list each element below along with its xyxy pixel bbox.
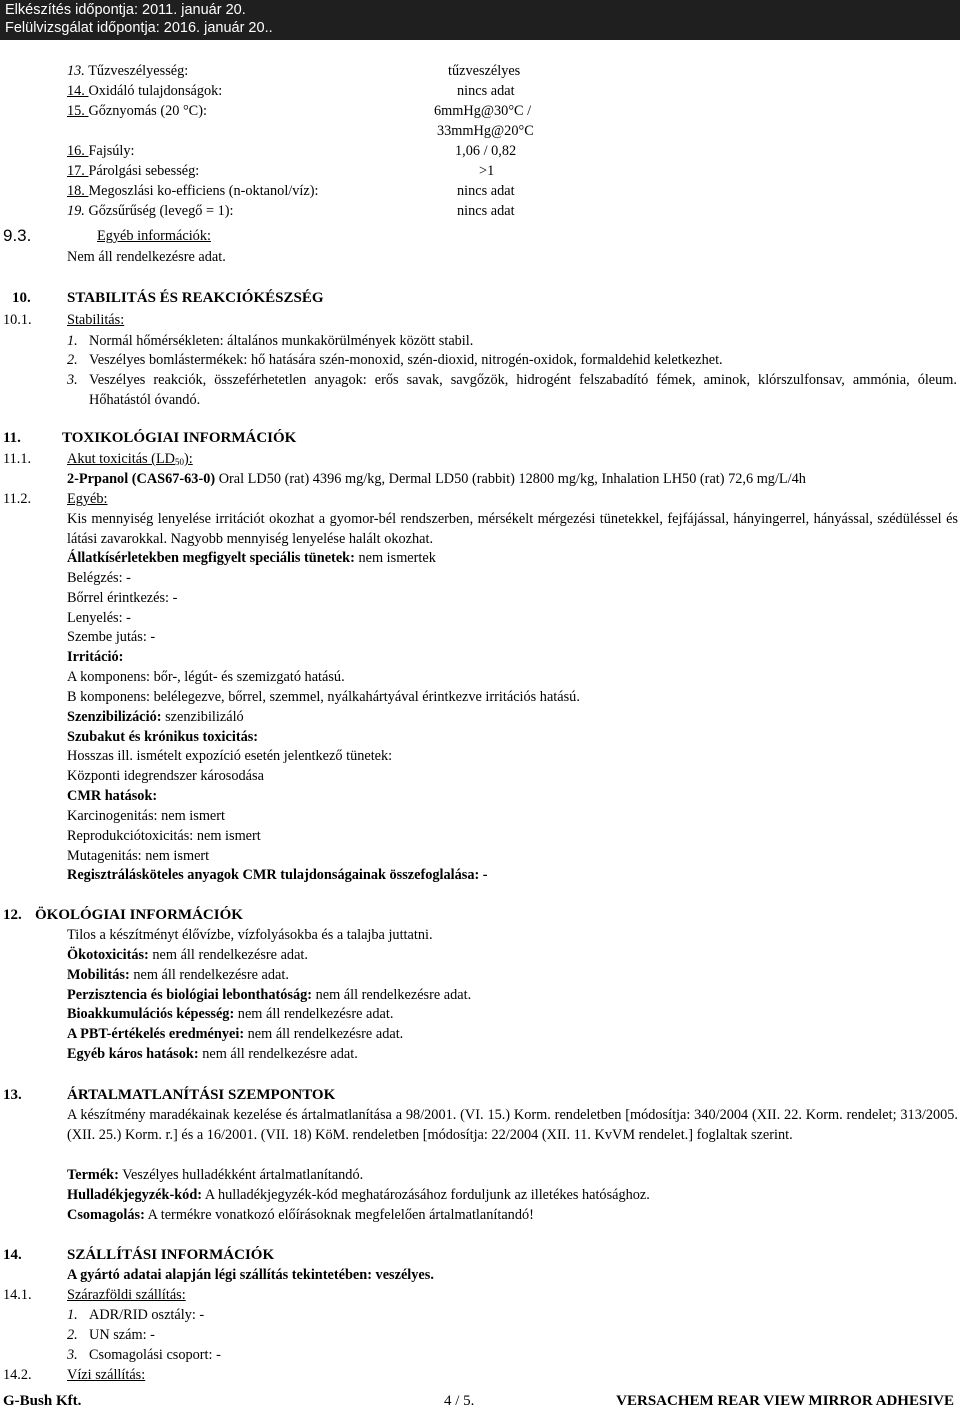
eco-intro: Tilos a készítményt élővízbe, vízfolyásokba és a talajba juttatni.	[67, 927, 433, 943]
section-11-number: 11.	[3, 430, 21, 446]
prop-15-value2: 33mmHg@20°C	[437, 123, 534, 139]
cmr-line-3: Mutagenitás: nem ismert	[67, 848, 210, 864]
ingestion-line: Lenyelés: -	[67, 610, 131, 626]
prop-16-label: 16. Fajsúly:	[67, 143, 135, 159]
inhalation-line: Belégzés: -	[67, 570, 131, 586]
prop-14-label: 14. Oxidáló tulajdonságok:	[67, 83, 223, 99]
sensitization: Szenzibilizáció: szenzibilizáló	[67, 709, 244, 725]
footer-product-name: VERSACHEM REAR VIEW MIRROR ADHESIVE	[616, 1393, 954, 1409]
section-11-2-title: Egyéb:	[67, 491, 108, 507]
cmr-summary: Regisztrálásköteles anyagok CMR tulajdonságainak összefoglalása: -	[67, 867, 488, 883]
skin-contact-line: Bőrrel érintkezés: -	[67, 590, 178, 606]
prop-15-value: 6mmHg@30°C /	[434, 103, 532, 119]
transport-item-number: 1.	[67, 1307, 78, 1323]
section-13-number: 13.	[3, 1087, 22, 1103]
disposal-packaging: Csomagolás: A termékre vonatkozó előírásoknak megfelelően ártalmatlanítandó!	[67, 1207, 534, 1223]
irritation-b: B komponens: belélegezve, bőrrel, szemmel, nyálkahártyával érintkezve irritációs hatású.	[67, 689, 580, 705]
prop-18-label: 18. Megoszlási ko-efficiens (n-oktanol/víz):	[67, 183, 319, 199]
transport-item-text: ADR/RID osztály: -	[89, 1307, 205, 1323]
acute-toxicity-text: 2-Prpanol (CAS67-63-0) Oral LD50 (rat) 4396 mg/kg, Dermal LD50 (rabbit) 12800 mg/kg, Inhalation LH50 (rat) 72,6 mg/L/4h	[67, 471, 806, 487]
section-9-3-number: 9.3.	[3, 226, 32, 245]
section-13-title: ÁRTALMATLANÍTÁSI SZEMPONTOK	[67, 1087, 336, 1103]
section-11-title: TOXIKOLÓGIAI INFORMÁCIÓK	[62, 430, 297, 446]
prop-16-value: 1,06 / 0,82	[455, 143, 517, 159]
disposal-product: Termék: Veszélyes hulladékként ártalmatlanítandó.	[67, 1167, 364, 1183]
prop-13-label: 13. Tűzveszélyesség:	[67, 63, 189, 79]
cmr-line-1: Karcinogenitás: nem ismert	[67, 808, 226, 824]
transport-item-text: UN szám: -	[89, 1327, 155, 1343]
revised-date: Felülvizsgálat időpontja: 2016. január 20..	[5, 20, 273, 36]
prop-18-value: nincs adat	[457, 183, 515, 199]
cmr-heading: CMR hatások:	[67, 788, 158, 804]
eco-row: Perzisztencia és biológiai lebonthatóság: nem áll rendelkezésre adat.	[67, 987, 472, 1003]
section-10-1-number: 10.1.	[3, 312, 32, 328]
eco-row: Ökotoxicitás: nem áll rendelkezésre adat.	[67, 947, 308, 963]
other-toxicity-paragraph: Kis mennyiség lenyelése irritációt okozhat a gyomor-bél rendszerben, mérsékelt mérgezési tünetekkel, fejfájással, hányingerrel, hányással, szédüléssel és látási zavarokkal. Nagyobb mennyiség lenyelése halált okozhat.	[67, 511, 958, 547]
section-14-1-number: 14.1.	[3, 1287, 32, 1303]
eco-row: A PBT-értékelés eredményei: nem áll rendelkezésre adat.	[67, 1026, 404, 1042]
stability-item-number: 2.	[67, 352, 78, 368]
section-9-3-text: Nem áll rendelkezésre adat.	[67, 249, 226, 265]
section-12-title: ÖKOLÓGIAI INFORMÁCIÓK	[35, 907, 243, 923]
section-14-1-title: Szárazföldi szállítás:	[67, 1287, 186, 1303]
stability-item-text: Veszélyes reakciók, összeférhetetlen anyagok: erős savak, savgőzök, hidrogént felszabadító fémek, aminok, klórszulfonsav, ammónia, óleum. Hőhatástól óvandó.	[89, 372, 957, 408]
document-header	[0, 0, 960, 40]
section-10-number: 10.	[12, 290, 31, 306]
stability-item-number: 1.	[67, 333, 78, 349]
section-14-2-number: 14.2.	[3, 1367, 32, 1383]
prop-19-value: nincs adat	[457, 203, 515, 219]
section-10-1-title: Stabilitás:	[67, 312, 125, 328]
eco-row: Egyéb káros hatások: nem áll rendelkezésre adat.	[67, 1046, 358, 1062]
irritation-a: A komponens: bőr-, légút- és szemizgató hatású.	[67, 669, 345, 685]
transport-item-number: 2.	[67, 1327, 78, 1343]
eye-contact-line: Szembe jutás: -	[67, 629, 156, 645]
section-14-2-title: Vízi szállítás:	[67, 1367, 146, 1383]
prop-17-label: 17. Párolgási sebesség:	[67, 163, 200, 179]
section-9-3-title: Egyéb információk:	[97, 228, 211, 244]
section-12-number: 12.	[3, 907, 22, 923]
disposal-paragraph: A készítmény maradékainak kezelése és ártalmatlanítása a 98/2001. (VI. 15.) Korm. rendeletben [módosítja: 340/2004 (XII. 22. Korm. rendelet; 313/2005. (XII. 25.) Korm. r.] és a 16/2001. (VII. 18) KöM. rendeletben [módosítja: 22/2004 (XII. 11. KvVM rendelet.] foglaltak szerint.	[67, 1107, 958, 1143]
section-11-1-number: 11.1.	[3, 451, 32, 467]
irritation-heading: Irritáció:	[67, 649, 124, 665]
chronic-heading: Szubakut és krónikus toxicitás:	[67, 729, 259, 745]
prop-15-label: 15. Gőznyomás (20 °C):	[67, 103, 207, 119]
prop-19-label: 19. Gőzsűrűség (levegő = 1):	[67, 203, 234, 219]
eco-row: Mobilitás: nem áll rendelkezésre adat.	[67, 967, 289, 983]
section-10-title: STABILITÁS ÉS REAKCIÓKÉSZSÉG	[67, 290, 324, 306]
transport-item-number: 3.	[67, 1347, 78, 1363]
chronic-line-2: Központi idegrendszer károsodása	[67, 768, 264, 784]
section-11-2-number: 11.2.	[3, 491, 32, 507]
cmr-line-2: Reprodukciótoxicitás: nem ismert	[67, 828, 261, 844]
chronic-line-1: Hosszas ill. ismételt expozíció esetén jelentkező tünetek:	[67, 748, 393, 764]
section-11-1-title: Akut toxicitás $(LD_{50})$:	[67, 451, 193, 467]
prop-13-value: tűzveszélyes	[448, 63, 521, 79]
section-14-number: 14.	[3, 1247, 22, 1263]
created-date: Elkészítés időpontja: 2011. január 20.	[5, 2, 246, 18]
stability-item-number: 3.	[67, 372, 78, 388]
transport-item-text: Csomagolási csoport: -	[89, 1347, 221, 1363]
air-transport-note: A gyártó adatai alapján légi szállítás tekintetében: veszélyes.	[67, 1267, 434, 1283]
prop-17-value: >1	[479, 163, 495, 179]
animal-symptoms: Állatkísérletekben megfigyelt speciális tünetek: nem ismertek	[67, 550, 436, 566]
footer-company: G-Bush Kft.	[3, 1393, 82, 1409]
stability-item-text: Veszélyes bomlástermékek: hő hatására szén-monoxid, szén-dioxid, nitrogén-oxidok, formaldehid keletkezhet.	[89, 352, 723, 368]
prop-14-value: nincs adat	[457, 83, 515, 99]
eco-row: Bioakkumulációs képesség: nem áll rendelkezésre adat.	[67, 1006, 394, 1022]
footer-page-number: 4 / 5.	[444, 1393, 475, 1409]
section-14-title: SZÁLLÍTÁSI INFORMÁCIÓK	[67, 1247, 275, 1263]
stability-item-text: Normál hőmérsékleten: általános munkakörülmények között stabil.	[89, 333, 474, 349]
disposal-waste-code: Hulladékjegyzék-kód: A hulladékjegyzék-kód meghatározásához forduljunk az illetékes hatósághoz.	[67, 1187, 650, 1203]
